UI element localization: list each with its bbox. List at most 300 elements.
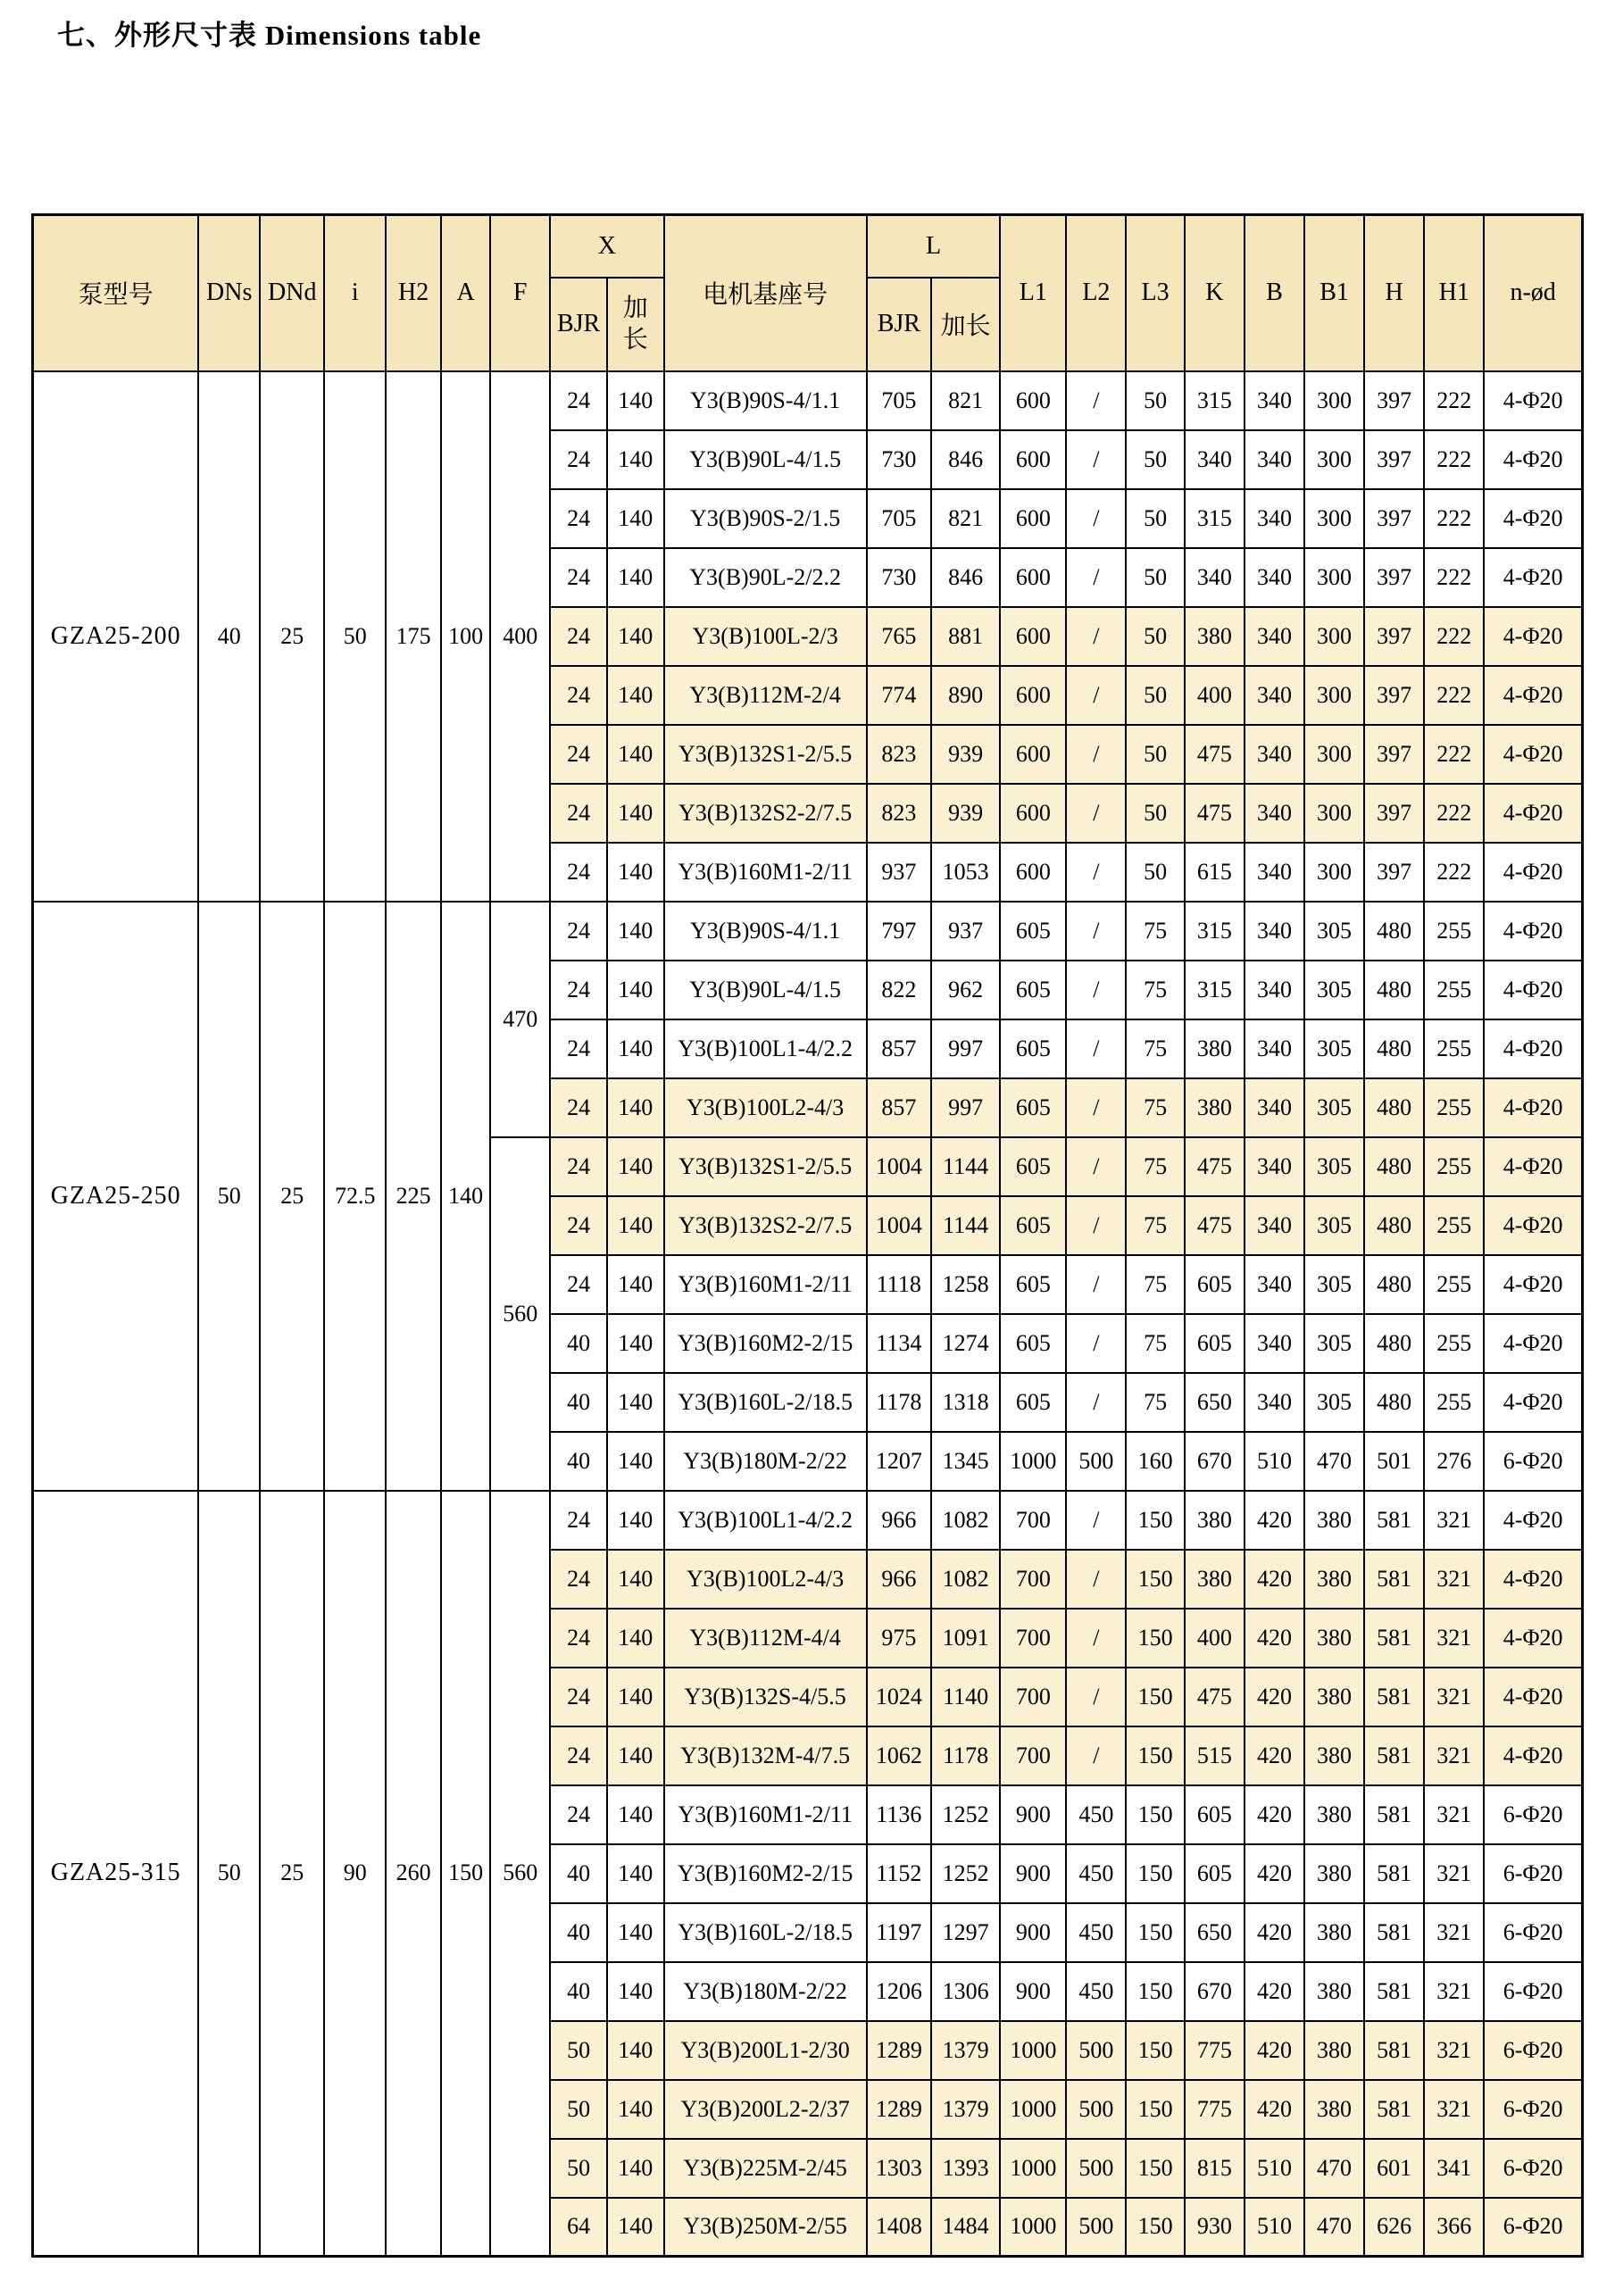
x-ext-cell: 140 xyxy=(607,725,664,784)
b-cell: 420 xyxy=(1245,1785,1304,1844)
l3-cell: 75 xyxy=(1126,902,1184,961)
n-od-cell: 4-Φ20 xyxy=(1484,1491,1582,1550)
n-od-cell: 4-Φ20 xyxy=(1484,1668,1582,1726)
x-ext-cell: 140 xyxy=(607,1785,664,1844)
l1-cell: 605 xyxy=(1000,1255,1066,1314)
l3-cell: 50 xyxy=(1126,784,1184,843)
b1-cell: 305 xyxy=(1304,961,1364,1019)
n-od-cell: 4-Φ20 xyxy=(1484,1373,1582,1432)
motor-base-cell: Y3(B)132M-4/7.5 xyxy=(664,1726,867,1785)
f-cell: 400 xyxy=(490,371,550,902)
motor-base-cell: Y3(B)90L-2/2.2 xyxy=(664,548,867,607)
h1-cell: 321 xyxy=(1424,1550,1484,1609)
l1-cell: 605 xyxy=(1000,902,1066,961)
x-bjr-cell: 24 xyxy=(550,902,607,961)
motor-base-cell: Y3(B)112M-2/4 xyxy=(664,666,867,725)
b1-cell: 300 xyxy=(1304,725,1364,784)
l3-cell: 75 xyxy=(1126,961,1184,1019)
l1-cell: 600 xyxy=(1000,784,1066,843)
b1-cell: 300 xyxy=(1304,607,1364,666)
l1-cell: 700 xyxy=(1000,1491,1066,1550)
l-bjr-cell: 1004 xyxy=(867,1137,931,1196)
l2-cell: / xyxy=(1066,1019,1126,1078)
n-od-cell: 4-Φ20 xyxy=(1484,902,1582,961)
col-header-h1: H1 xyxy=(1424,215,1484,371)
pump-model-cell: GZA25-315 xyxy=(33,1491,199,2257)
col-header-dns: DNs xyxy=(198,215,260,371)
motor-base-cell: Y3(B)132S2-2/7.5 xyxy=(664,784,867,843)
l2-cell: / xyxy=(1066,1196,1126,1255)
l2-cell: 500 xyxy=(1066,1432,1126,1491)
l-ext-cell: 1082 xyxy=(931,1491,1000,1550)
b-cell: 510 xyxy=(1245,2198,1304,2257)
h-cell: 581 xyxy=(1364,1962,1424,2021)
motor-base-cell: Y3(B)100L2-4/3 xyxy=(664,1550,867,1609)
l1-cell: 1000 xyxy=(1000,2198,1066,2257)
h-cell: 397 xyxy=(1364,725,1424,784)
b1-cell: 300 xyxy=(1304,784,1364,843)
l-ext-cell: 1053 xyxy=(931,843,1000,902)
l-bjr-cell: 823 xyxy=(867,784,931,843)
h-cell: 480 xyxy=(1364,1078,1424,1137)
l-bjr-cell: 1197 xyxy=(867,1903,931,1962)
col-header-motor-base: 电机基座号 xyxy=(664,215,867,371)
l1-cell: 600 xyxy=(1000,607,1066,666)
l3-cell: 150 xyxy=(1126,1785,1184,1844)
f-cell: 560 xyxy=(490,1491,550,2257)
h-cell: 601 xyxy=(1364,2139,1424,2198)
b1-cell: 470 xyxy=(1304,1432,1364,1491)
k-cell: 475 xyxy=(1185,725,1245,784)
k-cell: 775 xyxy=(1185,2021,1245,2080)
l-ext-cell: 1140 xyxy=(931,1668,1000,1726)
b1-cell: 380 xyxy=(1304,2080,1364,2139)
h1-cell: 255 xyxy=(1424,1255,1484,1314)
h1-cell: 341 xyxy=(1424,2139,1484,2198)
x-ext-cell: 140 xyxy=(607,843,664,902)
x-bjr-cell: 24 xyxy=(550,371,607,430)
h-cell: 480 xyxy=(1364,902,1424,961)
l3-cell: 75 xyxy=(1126,1019,1184,1078)
l2-cell: / xyxy=(1066,607,1126,666)
l2-cell: / xyxy=(1066,1609,1126,1668)
b1-cell: 380 xyxy=(1304,1903,1364,1962)
col-header-i: i xyxy=(324,215,386,371)
l-ext-cell: 1144 xyxy=(931,1137,1000,1196)
h1-cell: 321 xyxy=(1424,1668,1484,1726)
b-cell: 340 xyxy=(1245,489,1304,548)
h1-cell: 321 xyxy=(1424,1903,1484,1962)
col-header-l-bjr: BJR xyxy=(867,278,931,371)
l-bjr-cell: 730 xyxy=(867,548,931,607)
h-cell: 480 xyxy=(1364,1196,1424,1255)
l-bjr-cell: 765 xyxy=(867,607,931,666)
k-cell: 670 xyxy=(1185,1432,1245,1491)
k-cell: 380 xyxy=(1185,1078,1245,1137)
b1-cell: 305 xyxy=(1304,1196,1364,1255)
l-bjr-cell: 1408 xyxy=(867,2198,931,2257)
l-bjr-cell: 937 xyxy=(867,843,931,902)
col-header-l3: L3 xyxy=(1126,215,1184,371)
n-od-cell: 4-Φ20 xyxy=(1484,371,1582,430)
h1-cell: 255 xyxy=(1424,1373,1484,1432)
n-od-cell: 4-Φ20 xyxy=(1484,1078,1582,1137)
b1-cell: 305 xyxy=(1304,1373,1364,1432)
b-cell: 420 xyxy=(1245,1609,1304,1668)
k-cell: 380 xyxy=(1185,1019,1245,1078)
b1-cell: 305 xyxy=(1304,1019,1364,1078)
l-bjr-cell: 1136 xyxy=(867,1785,931,1844)
l-bjr-cell: 1289 xyxy=(867,2021,931,2080)
x-ext-cell: 140 xyxy=(607,961,664,1019)
l-bjr-cell: 1178 xyxy=(867,1373,931,1432)
x-ext-cell: 140 xyxy=(607,2139,664,2198)
n-od-cell: 4-Φ20 xyxy=(1484,784,1582,843)
l-ext-cell: 962 xyxy=(931,961,1000,1019)
x-ext-cell: 140 xyxy=(607,1432,664,1491)
l2-cell: / xyxy=(1066,725,1126,784)
k-cell: 400 xyxy=(1185,1609,1245,1668)
l-bjr-cell: 857 xyxy=(867,1078,931,1137)
l2-cell: / xyxy=(1066,902,1126,961)
k-cell: 380 xyxy=(1185,1491,1245,1550)
x-ext-cell: 140 xyxy=(607,1373,664,1432)
l-ext-cell: 1178 xyxy=(931,1726,1000,1785)
n-od-cell: 4-Φ20 xyxy=(1484,607,1582,666)
x-bjr-cell: 24 xyxy=(550,1491,607,1550)
l3-cell: 150 xyxy=(1126,2021,1184,2080)
h-cell: 480 xyxy=(1364,961,1424,1019)
k-cell: 400 xyxy=(1185,666,1245,725)
h-cell: 581 xyxy=(1364,1844,1424,1903)
h-cell: 581 xyxy=(1364,1903,1424,1962)
motor-base-cell: Y3(B)160L-2/18.5 xyxy=(664,1903,867,1962)
l2-cell: / xyxy=(1066,1726,1126,1785)
h-cell: 397 xyxy=(1364,489,1424,548)
b-cell: 510 xyxy=(1245,1432,1304,1491)
n-od-cell: 4-Φ20 xyxy=(1484,1196,1582,1255)
l3-cell: 150 xyxy=(1126,1962,1184,2021)
b-cell: 420 xyxy=(1245,1903,1304,1962)
l1-cell: 600 xyxy=(1000,371,1066,430)
h1-cell: 255 xyxy=(1424,1137,1484,1196)
l1-cell: 600 xyxy=(1000,489,1066,548)
l1-cell: 1000 xyxy=(1000,1432,1066,1491)
l3-cell: 50 xyxy=(1126,548,1184,607)
l3-cell: 150 xyxy=(1126,2198,1184,2257)
x-bjr-cell: 50 xyxy=(550,2080,607,2139)
x-bjr-cell: 24 xyxy=(550,1550,607,1609)
x-bjr-cell: 40 xyxy=(550,1432,607,1491)
l1-cell: 900 xyxy=(1000,1962,1066,2021)
h2-cell: 260 xyxy=(386,1491,441,2257)
l-ext-cell: 937 xyxy=(931,902,1000,961)
l-bjr-cell: 823 xyxy=(867,725,931,784)
col-header-dnd: DNd xyxy=(260,215,324,371)
n-od-cell: 4-Φ20 xyxy=(1484,725,1582,784)
l2-cell: / xyxy=(1066,1078,1126,1137)
l1-cell: 900 xyxy=(1000,1903,1066,1962)
h-cell: 480 xyxy=(1364,1255,1424,1314)
col-header-a: A xyxy=(441,215,490,371)
l2-cell: / xyxy=(1066,961,1126,1019)
x-bjr-cell: 40 xyxy=(550,1373,607,1432)
l2-cell: 500 xyxy=(1066,2080,1126,2139)
b-cell: 340 xyxy=(1245,1078,1304,1137)
motor-base-cell: Y3(B)100L1-4/2.2 xyxy=(664,1491,867,1550)
x-ext-cell: 140 xyxy=(607,1668,664,1726)
l1-cell: 605 xyxy=(1000,1314,1066,1373)
n-od-cell: 6-Φ20 xyxy=(1484,1432,1582,1491)
l1-cell: 600 xyxy=(1000,843,1066,902)
l-bjr-cell: 1062 xyxy=(867,1726,931,1785)
i-cell: 50 xyxy=(324,371,386,902)
col-header-x-ext: 加长 xyxy=(607,278,664,371)
dns-cell: 40 xyxy=(198,371,260,902)
b1-cell: 305 xyxy=(1304,1078,1364,1137)
l-ext-cell: 939 xyxy=(931,784,1000,843)
x-bjr-cell: 24 xyxy=(550,843,607,902)
x-ext-cell: 140 xyxy=(607,902,664,961)
h-cell: 501 xyxy=(1364,1432,1424,1491)
h1-cell: 321 xyxy=(1424,1726,1484,1785)
b1-cell: 300 xyxy=(1304,489,1364,548)
dns-cell: 50 xyxy=(198,1491,260,2257)
l-ext-cell: 1258 xyxy=(931,1255,1000,1314)
n-od-cell: 4-Φ20 xyxy=(1484,1137,1582,1196)
n-od-cell: 4-Φ20 xyxy=(1484,666,1582,725)
h-cell: 480 xyxy=(1364,1019,1424,1078)
motor-base-cell: Y3(B)90S-4/1.1 xyxy=(664,902,867,961)
l2-cell: 500 xyxy=(1066,2139,1126,2198)
k-cell: 650 xyxy=(1185,1373,1245,1432)
l-bjr-cell: 1024 xyxy=(867,1668,931,1726)
l3-cell: 75 xyxy=(1126,1137,1184,1196)
l-ext-cell: 1484 xyxy=(931,2198,1000,2257)
l-ext-cell: 1144 xyxy=(931,1196,1000,1255)
b1-cell: 305 xyxy=(1304,902,1364,961)
x-ext-cell: 140 xyxy=(607,2080,664,2139)
x-bjr-cell: 40 xyxy=(550,1844,607,1903)
h1-cell: 276 xyxy=(1424,1432,1484,1491)
k-cell: 815 xyxy=(1185,2139,1245,2198)
b1-cell: 380 xyxy=(1304,1785,1364,1844)
l1-cell: 700 xyxy=(1000,1668,1066,1726)
l-ext-cell: 1252 xyxy=(931,1785,1000,1844)
l-bjr-cell: 1004 xyxy=(867,1196,931,1255)
h1-cell: 255 xyxy=(1424,902,1484,961)
h-cell: 581 xyxy=(1364,1785,1424,1844)
l2-cell: 450 xyxy=(1066,1844,1126,1903)
motor-base-cell: Y3(B)132S2-2/7.5 xyxy=(664,1196,867,1255)
l3-cell: 150 xyxy=(1126,1726,1184,1785)
h-cell: 397 xyxy=(1364,607,1424,666)
x-ext-cell: 140 xyxy=(607,1019,664,1078)
h1-cell: 366 xyxy=(1424,2198,1484,2257)
table-header xyxy=(33,215,1583,371)
motor-base-cell: Y3(B)160M1-2/11 xyxy=(664,1255,867,1314)
l2-cell: 500 xyxy=(1066,2198,1126,2257)
l1-cell: 605 xyxy=(1000,1196,1066,1255)
l-bjr-cell: 1152 xyxy=(867,1844,931,1903)
n-od-cell: 6-Φ20 xyxy=(1484,1785,1582,1844)
l-ext-cell: 1252 xyxy=(931,1844,1000,1903)
b1-cell: 380 xyxy=(1304,1609,1364,1668)
motor-base-cell: Y3(B)160L-2/18.5 xyxy=(664,1373,867,1432)
f-cell: 470 xyxy=(490,902,550,1137)
x-bjr-cell: 24 xyxy=(550,1609,607,1668)
motor-base-cell: Y3(B)180M-2/22 xyxy=(664,1962,867,2021)
h-cell: 581 xyxy=(1364,1609,1424,1668)
motor-base-cell: Y3(B)132S1-2/5.5 xyxy=(664,1137,867,1196)
k-cell: 475 xyxy=(1185,1196,1245,1255)
l-bjr-cell: 705 xyxy=(867,371,931,430)
l1-cell: 605 xyxy=(1000,1019,1066,1078)
motor-base-cell: Y3(B)180M-2/22 xyxy=(664,1432,867,1491)
col-header-f: F xyxy=(490,215,550,371)
l-ext-cell: 1379 xyxy=(931,2080,1000,2139)
h1-cell: 321 xyxy=(1424,2021,1484,2080)
k-cell: 380 xyxy=(1185,607,1245,666)
h1-cell: 255 xyxy=(1424,1019,1484,1078)
n-od-cell: 4-Φ20 xyxy=(1484,1726,1582,1785)
x-bjr-cell: 24 xyxy=(550,1196,607,1255)
x-bjr-cell: 24 xyxy=(550,725,607,784)
l3-cell: 75 xyxy=(1126,1255,1184,1314)
h1-cell: 222 xyxy=(1424,666,1484,725)
h-cell: 397 xyxy=(1364,430,1424,489)
l3-cell: 150 xyxy=(1126,1609,1184,1668)
i-cell: 90 xyxy=(324,1491,386,2257)
n-od-cell: 4-Φ20 xyxy=(1484,1609,1582,1668)
motor-base-cell: Y3(B)90L-4/1.5 xyxy=(664,961,867,1019)
h1-cell: 222 xyxy=(1424,371,1484,430)
h-cell: 397 xyxy=(1364,548,1424,607)
h-cell: 581 xyxy=(1364,1550,1424,1609)
l-bjr-cell: 1289 xyxy=(867,2080,931,2139)
col-header-b1: B1 xyxy=(1304,215,1364,371)
b-cell: 420 xyxy=(1245,1491,1304,1550)
col-header-n-od: n-ød xyxy=(1484,215,1582,371)
motor-base-cell: Y3(B)132S-4/5.5 xyxy=(664,1668,867,1726)
x-bjr-cell: 24 xyxy=(550,1668,607,1726)
x-bjr-cell: 24 xyxy=(550,1726,607,1785)
x-bjr-cell: 40 xyxy=(550,1962,607,2021)
l-bjr-cell: 1118 xyxy=(867,1255,931,1314)
b1-cell: 380 xyxy=(1304,1668,1364,1726)
l3-cell: 150 xyxy=(1126,1491,1184,1550)
l3-cell: 50 xyxy=(1126,666,1184,725)
l3-cell: 150 xyxy=(1126,2139,1184,2198)
col-header-pump-model: 泵型号 xyxy=(33,215,199,371)
l-bjr-cell: 705 xyxy=(867,489,931,548)
n-od-cell: 6-Φ20 xyxy=(1484,2198,1582,2257)
x-ext-cell: 140 xyxy=(607,1550,664,1609)
x-bjr-cell: 24 xyxy=(550,430,607,489)
i-cell: 72.5 xyxy=(324,902,386,1491)
h1-cell: 222 xyxy=(1424,784,1484,843)
b-cell: 340 xyxy=(1245,548,1304,607)
l2-cell: / xyxy=(1066,548,1126,607)
l3-cell: 50 xyxy=(1126,489,1184,548)
dimensions-table-body xyxy=(33,371,1583,2257)
b1-cell: 300 xyxy=(1304,843,1364,902)
n-od-cell: 6-Φ20 xyxy=(1484,2021,1582,2080)
l1-cell: 605 xyxy=(1000,1078,1066,1137)
x-bjr-cell: 50 xyxy=(550,2021,607,2080)
b1-cell: 470 xyxy=(1304,2139,1364,2198)
n-od-cell: 4-Φ20 xyxy=(1484,1550,1582,1609)
k-cell: 670 xyxy=(1185,1962,1245,2021)
l1-cell: 700 xyxy=(1000,1609,1066,1668)
l1-cell: 600 xyxy=(1000,430,1066,489)
x-ext-cell: 140 xyxy=(607,2198,664,2257)
l-ext-cell: 1297 xyxy=(931,1903,1000,1962)
l-bjr-cell: 1134 xyxy=(867,1314,931,1373)
k-cell: 605 xyxy=(1185,1785,1245,1844)
l-ext-cell: 1318 xyxy=(931,1373,1000,1432)
l3-cell: 150 xyxy=(1126,1903,1184,1962)
b-cell: 420 xyxy=(1245,1668,1304,1726)
l-ext-cell: 846 xyxy=(931,430,1000,489)
x-bjr-cell: 40 xyxy=(550,1903,607,1962)
h-cell: 397 xyxy=(1364,784,1424,843)
n-od-cell: 6-Φ20 xyxy=(1484,1903,1582,1962)
x-ext-cell: 140 xyxy=(607,1491,664,1550)
k-cell: 315 xyxy=(1185,489,1245,548)
b1-cell: 305 xyxy=(1304,1314,1364,1373)
h1-cell: 321 xyxy=(1424,1785,1484,1844)
k-cell: 475 xyxy=(1185,784,1245,843)
l-ext-cell: 881 xyxy=(931,607,1000,666)
h-cell: 626 xyxy=(1364,2198,1424,2257)
n-od-cell: 4-Φ20 xyxy=(1484,548,1582,607)
l1-cell: 600 xyxy=(1000,548,1066,607)
motor-base-cell: Y3(B)90S-4/1.1 xyxy=(664,371,867,430)
x-ext-cell: 140 xyxy=(607,666,664,725)
k-cell: 340 xyxy=(1185,430,1245,489)
motor-base-cell: Y3(B)160M2-2/15 xyxy=(664,1314,867,1373)
dnd-cell: 25 xyxy=(260,1491,324,2257)
l-ext-cell: 997 xyxy=(931,1019,1000,1078)
x-bjr-cell: 24 xyxy=(550,1137,607,1196)
l1-cell: 1000 xyxy=(1000,2080,1066,2139)
l1-cell: 700 xyxy=(1000,1550,1066,1609)
l1-cell: 605 xyxy=(1000,961,1066,1019)
b1-cell: 300 xyxy=(1304,430,1364,489)
b-cell: 420 xyxy=(1245,1550,1304,1609)
l-bjr-cell: 730 xyxy=(867,430,931,489)
n-od-cell: 6-Φ20 xyxy=(1484,1962,1582,2021)
x-bjr-cell: 24 xyxy=(550,607,607,666)
b1-cell: 380 xyxy=(1304,1550,1364,1609)
l3-cell: 50 xyxy=(1126,371,1184,430)
h2-cell: 225 xyxy=(386,902,441,1491)
x-bjr-cell: 24 xyxy=(550,1078,607,1137)
x-ext-cell: 140 xyxy=(607,1903,664,1962)
h-cell: 480 xyxy=(1364,1137,1424,1196)
h2-cell: 175 xyxy=(386,371,441,902)
h1-cell: 321 xyxy=(1424,1609,1484,1668)
l3-cell: 50 xyxy=(1126,843,1184,902)
col-header-x-bjr: BJR xyxy=(550,278,607,371)
motor-base-cell: Y3(B)90S-2/1.5 xyxy=(664,489,867,548)
h1-cell: 255 xyxy=(1424,961,1484,1019)
l3-cell: 150 xyxy=(1126,1844,1184,1903)
l-bjr-cell: 797 xyxy=(867,902,931,961)
motor-base-cell: Y3(B)132S1-2/5.5 xyxy=(664,725,867,784)
l-ext-cell: 1306 xyxy=(931,1962,1000,2021)
